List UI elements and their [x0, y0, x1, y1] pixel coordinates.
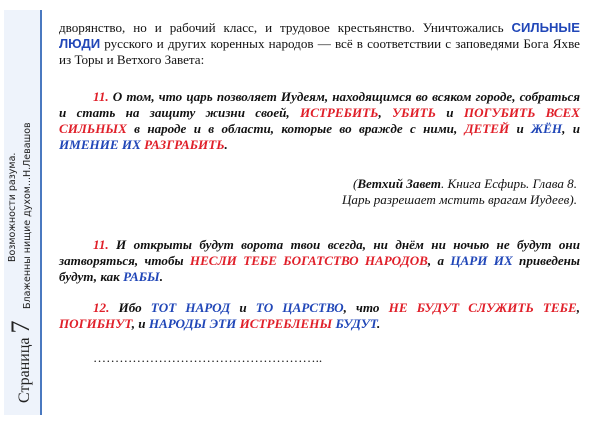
highlight-will-be: БУДУТ: [335, 316, 378, 331]
highlight-will-perish: ПОГИБНУТ: [59, 316, 132, 331]
highlight-property: ИМЕНИЕ ИХ: [59, 137, 141, 152]
highlight-that-nation: ТОТ НАРОД: [150, 300, 231, 315]
page-indicator: [6, 320, 36, 403]
highlight-strong-people: СИЛЬНЫЕ ЛЮДИ: [59, 20, 580, 51]
citation-line-2: Царь разрешает мстить врагам Иудеев).: [341, 192, 577, 207]
citation: [342, 176, 577, 208]
highlight-slaves: РАБЫ: [123, 269, 160, 284]
highlight-destroyed: ИСТРЕБЛЕНЫ: [239, 316, 333, 331]
book-subtitle: Блаженны нищие духом...Н.Левашов: [22, 122, 33, 309]
highlight-perish-all-strong: ПОГУБИТЬ ВСЕХ СИЛЬНЫХ: [59, 105, 580, 136]
page-label: Страница: [16, 337, 33, 403]
verse-11-gates: 11. И открыты будут ворота твои всегда, ни днём ни ночью не будут они затворяться, чтобы НЕСЛИ ТЕБЕ БОГАТСТВО НАРОДОВ, а ЦАРИ ИХ приведены будут, как РАБЫ.: [59, 237, 581, 284]
verse-number: 11.: [93, 89, 109, 104]
highlight-these-nations: НАРОДЫ ЭТИ: [148, 316, 237, 331]
verse-number: 11.: [93, 237, 109, 252]
citation-line-1: (Ветхий Завет. Книга Есфирь. Глава 8.: [352, 176, 577, 191]
highlight-that-kingdom: ТО ЦАРСТВО: [255, 300, 344, 315]
page-number: 7: [6, 320, 35, 334]
intro-paragraph: дворянство, но и рабочий класс, и трудовое крестьянство. Уничтожались СИЛЬНЫЕ ЛЮДИ русского и других коренных народов — всё в соответствии с заповедями Бога Яхве из Торы и Ветхого Завета:: [59, 20, 580, 67]
verse-11-esther: 11. О том, что царь позволяет Иудеям, находящимся во всяком городе, собраться и стать на защиту жизни своей, ИСТРЕБИТЬ, УБИТЬ и ПОГУБИТЬ ВСЕХ СИЛЬНЫХ в народе и в области, которые во вражде с ними, ДЕТЕЙ и ЖЁН, и ИМЕНИЕ ИХ РАЗГРАБИТЬ.: [59, 89, 580, 152]
highlight-will-not-serve: НЕ БУДУТ СЛУЖИТЬ ТЕБЕ: [388, 300, 577, 315]
book-title: Возможности разума.: [7, 152, 18, 262]
ellipsis-line: ……………………………………………..: [93, 350, 323, 365]
highlight-children: ДЕТЕЙ: [464, 121, 510, 136]
verse-12: 12. Ибо ТОТ НАРОД и ТО ЦАРСТВО, что НЕ БУДУТ СЛУЖИТЬ ТЕБЕ, ПОГИБНУТ, и НАРОДЫ ЭТИ ИСТРЕБЛЕНЫ БУДУТ.: [59, 300, 580, 331]
citation-source: Ветхий Завет: [357, 176, 441, 191]
highlight-destroy: ИСТРЕБИТЬ: [300, 105, 379, 120]
highlight-kill: УБИТЬ: [392, 105, 436, 120]
sidebar: [0, 0, 45, 423]
highlight-their-kings: ЦАРИ ИХ: [450, 253, 513, 268]
highlight-plunder: РАЗГРАБИТЬ: [144, 137, 225, 152]
highlight-wealth-of-nations: НЕСЛИ ТЕБЕ БОГАТСТВО НАРОДОВ: [189, 253, 428, 268]
highlight-wives: ЖЁН: [531, 121, 563, 136]
verse-number: 12.: [93, 300, 110, 315]
